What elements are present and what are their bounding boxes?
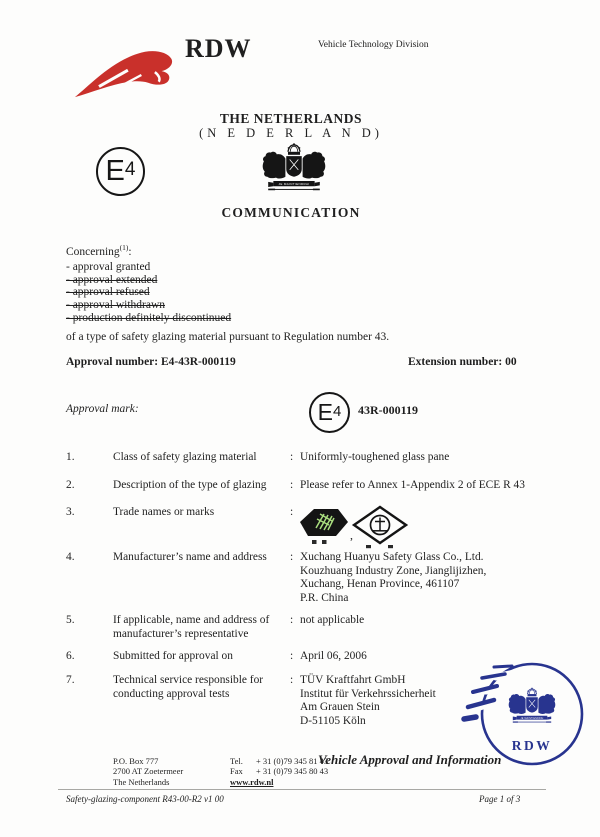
item-row-3: 3. Trade names or marks : [66, 506, 294, 518]
footer-address: P.O. Box 777 2700 AT Zoetermeer The Netherlands [113, 756, 184, 787]
option-approval-refused: - approval refused [66, 286, 150, 299]
e4-approval-mark-icon [96, 147, 145, 196]
netherlands-coat-of-arms-icon [251, 142, 337, 196]
website-link: www.rdw.nl [230, 776, 274, 787]
option-production-discontinued: - production definitely discontinued [66, 311, 232, 324]
footer-contact: Tel. + 31 (0)79 345 81 43 Fax + 31 (0)79 345 80 43 www.rdw.nl [230, 756, 329, 787]
approval-number: Approval number: E4-43R-000119 [66, 356, 236, 368]
option-approval-withdrawn: - approval withdrawn [66, 299, 165, 312]
item-row-4: 4. Manufacturer’s name and address : Xuchang Huanyu Safety Glass Co., Ltd. Kouzhuang Industry Zone, Jianglijizhen, Xuchang, Henan Province, 461107 P.R. China [66, 551, 487, 604]
item-row-6: 6. Submitted for approval on : April 06, 2006 [66, 650, 367, 662]
subject-line: of a type of safety glazing material pursuant to Regulation number 43. [66, 331, 390, 343]
e4-letter: E [105, 155, 125, 187]
trademark-logos [296, 505, 408, 549]
rdw-swoosh-logo-icon [72, 47, 178, 103]
brand-wordmark: RDW [185, 34, 252, 63]
comma-separator: , [350, 528, 353, 542]
country-title: THE NETHERLANDS [219, 111, 363, 126]
stamp-rdw-label: RDW [511, 738, 553, 753]
e4-digit: 4 [124, 159, 136, 180]
page-number: Page 1 of 3 [479, 794, 521, 804]
concerning-options [66, 261, 231, 325]
country-subtitle: (N E D E R L A N D) [199, 126, 383, 140]
item-row-1: 1. Class of safety glazing material : Uniformly-toughened glass pane [66, 451, 450, 463]
concerning-label: Concerning$^{(1)}$: [66, 243, 132, 258]
footnote-ref: (1) [119, 243, 129, 252]
item-row-2: 2. Description of the type of glazing : Please refer to Annex 1-Appendix 2 of ECE R 43 [66, 479, 525, 491]
approval-mark-number: 43R-000119 [358, 403, 418, 417]
hexagon-trademark-icon [300, 509, 348, 544]
approval-mark-label: Approval mark: [66, 403, 139, 415]
division-label: Vehicle Technology Division [318, 40, 429, 50]
option-approval-granted: - approval granted [66, 261, 151, 273]
option-approval-extended: - approval extended [66, 273, 158, 286]
document-reference: Safety-glazing-component R43-00-R2 v1 00 [66, 794, 224, 804]
department-label: Vehicle Approval and Information [318, 752, 502, 767]
footer-divider [58, 789, 546, 790]
communication-heading: COMMUNICATION [221, 205, 361, 220]
extension-number: Extension number: 00 [408, 356, 517, 368]
item-row-7: 7. Technical service responsible for conducting approval tests : TÜV Kraftfahrt GmbH Institut für Verkehrssicherheit Am Grauen Stein D-51105 Köln [66, 674, 436, 727]
e4-approval-mark-small-icon: E 4 [309, 392, 350, 433]
item-row-5: 5. If applicable, name and address of manufacturer’s representative : not applicable [66, 614, 365, 640]
diamond-trademark-icon [354, 507, 406, 548]
